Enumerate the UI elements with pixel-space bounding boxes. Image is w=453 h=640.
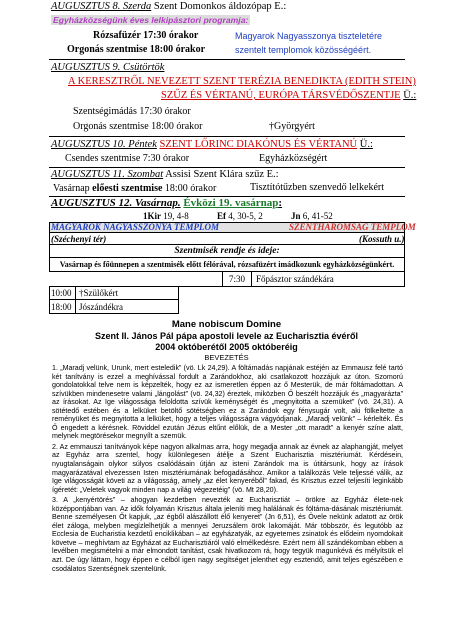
aug8-row2-left: Orgonás szentmise 18:00 órakor <box>67 44 206 55</box>
aug11-row-left <box>53 183 216 194</box>
article-dates: 2004 októberétől 2005 októberéig <box>155 342 298 352</box>
aug10-suffix: Ü.: <box>359 139 373 150</box>
reading-3-ref: 6, 41-52 <box>300 211 333 221</box>
sched-row3-time: 18:00 <box>51 302 72 312</box>
aug8-date: AUGUSZTUS 8. Szerda <box>51 1 152 12</box>
rosary-note: Vasárnap és főünnepen a szentmisék előtt félórával, rózsafüzért imádkozunk egyházközségünkért. <box>59 260 395 269</box>
addr-left: (Széchenyi tér) <box>51 234 107 244</box>
aug12-sunday: Évközi 19. vasárnap <box>183 197 279 209</box>
schedule-table <box>49 222 416 313</box>
aug8-row2-right: szentelt templomok közösségéért. <box>235 45 372 55</box>
aug11-row-right: Tisztítótűzben szenvedő lelkekért <box>250 182 385 193</box>
aug11-header <box>51 169 279 180</box>
aug8-row1-left: Rózsafüzér 17:30 órakor <box>93 30 199 41</box>
program-title: Egyházközségünk éves lelkipásztori programja: <box>53 15 249 25</box>
divider <box>49 167 405 168</box>
aug9-header: AUGUSZTUS 9. Csütörtök <box>51 62 165 73</box>
reading-2-book: Ef <box>217 211 226 221</box>
reading-3-book: Jn <box>291 211 301 221</box>
mass-schedule-title: Szentmisék rendje és ideje: <box>174 246 280 256</box>
reading-1-book: 1Kir <box>143 211 161 221</box>
sched-row1-time2: 7:30 <box>229 274 246 284</box>
aug9-title2a: SZŰZ ÉS VÉRTANÚ, EURÓPA TÁRSVÉDŐSZENTJE <box>161 90 401 101</box>
aug11-saint: Assisi Szent Klára szűz E.: <box>165 169 279 180</box>
article-title: Mane nobiscum Domine <box>171 319 282 330</box>
aug10-date: AUGUSZTUS 10. Péntek <box>51 139 157 150</box>
article-section-heading: BEVEZETÉS <box>204 353 249 362</box>
aug9-row2-right: †Györgyért <box>269 121 315 132</box>
aug12-header <box>51 197 282 209</box>
aug11-row-left-a: Vasárnap <box>53 183 93 194</box>
aug8-saint: Szent Domonkos áldozópap E.: <box>153 1 287 12</box>
paragraph-3: 3. A „kenyértörés” – ahogyan kezdetben nevezték az Eucharisztiát – örökre az Egyház élete-nek középpontjában van. Az idők folyamán Krisztus általa jeleníti meg halálának és föltáma-dásának misztériumát. Benne személyesen Őt kapjuk, „az égből alászállott élő kenyeret” (Jn 6,51), és Övele nekünk adatott az örök élet záloga, melyben megízlelhetjük a mennyei Jeruzsálem örök lakomáját. Már többször, és legutóbb az Ecclesia de Eucharistia kezdetű enciklikában – az egyházatyák, az egyetemes zsinatok és elődeim nyomdokait követve – meghívtam az Egyházat az Eucharisztiáról való elmélkedésre. Ezért nem áll szándékomban ebben a levélben megismételni a már elmondott tanítást, csak hivatkozom rá, hogy tegyük magunkévá és mélyítsük el azt. De úgy láttam, hogy éppen e célból igen nagy segítséget jelenthet egy esztendő, amit teljes egészében e csodálatos Szentségnek szentelünk. <box>52 496 403 573</box>
paragraph-1: 1. „Maradj velünk, Urunk, mert esteledik” (vö. Lk 24,29). A föltámadás napjának estéjén az Emmausz felé tartó két tanítvány is ezzel a meghívással fordult a Zarándokhoz, aki csatlakozott hozzájuk az úton. Szomorú gondolatokkal telve nem is képzelték, hogy ez az ismeretlen éppen az ő Mesterük, de már föltámadottan. A szívükben mindenesetre valami „lángolást” (vö. 24,32) éreztek, miközben Ő beszélt hozzájuk és „magyarázta” az írásokat. Az Ige világossága feloldotta szívük keménységét és „megnyitotta a szemüket” (vö. 24,31). A sötétedő estében és a lelküket betöltő sötétségben ez a Zarándok egy fénysugár volt, aki fölkeltette a reményüket és megnyitotta a lelküket, hogy a teljes világosságra vágyódjanak. „Maradj velünk” – kérlelték. És Ő engedett a kérésnek. Röviddel ezután Jézus eltűnt előlük, de a Mester „ott maradt” a kenyér színe alatt, melynek megtörésekor megnyílt a szemük. <box>52 364 403 441</box>
aug10-row-right: Egyházközségért <box>259 153 328 164</box>
article-body <box>52 364 403 575</box>
divider <box>49 136 405 137</box>
aug9-row1: Szentségimádás 17:30 órakor <box>73 106 191 117</box>
aug9-title1: A KERESZTRŐL NEVEZETT SZENT TERÉZIA BENEDIKTA (EDITH STEIN) <box>68 76 416 87</box>
aug9-row2-left: Orgonás szentmise 18:00 órakor <box>73 121 203 132</box>
sched-row3-text: Jószándékra <box>79 302 123 312</box>
sched-row2-text: †Szülőkért <box>79 288 118 298</box>
aug11-date: AUGUSZTUS 11. Szombat <box>51 169 164 180</box>
paragraph-2: 2. Az emmauszi tanítványok képe nagyon alkalmas arra, hogy megadja annak az évnek az alaphangját, melyet az Egyház arra szentel, hogy különlegesen átélje a Szent Eucharisztia misztériumát. Kérdésein, nyugtalanságain olykor súlyos csalódásain útján az isteni Zarándok ma is útitársunk, hogy az írások magyarázatával elvezessen Isten misztériumának befogadásához. Amikor a találkozás Vele teljessé válik, az Ige világosságát követi az a világosság, amely „az élet kenyeréből” fakad, és Krisztus ezzel teljesíti leginkább ígéretét: „Veletek vagyok minden nap a világ végezetéig” (vö. Mt 28,20). <box>52 442 403 494</box>
aug9-title2b: Ü.: <box>403 90 417 101</box>
reading-2-ref: 4, 30-5, 2 <box>226 211 263 221</box>
aug11-row-left-c: 18:00 órakor <box>162 183 217 194</box>
aug8-row1-right: Magyarok Nagyasszonya tiszteletére <box>235 31 383 41</box>
reading-1-ref: 19, 4-8 <box>161 211 189 221</box>
church-left: MAGYAROK NAGYASSZONYA TEMPLOM <box>51 222 220 232</box>
addr-right: (Kossuth u.) <box>359 234 405 244</box>
divider <box>49 59 405 60</box>
article-subtitle: Szent II. János Pál pápa apostoli levele az Eucharisztia évéről <box>94 331 359 341</box>
aug9-title2 <box>161 90 416 101</box>
aug12-colon: : <box>278 197 283 209</box>
aug10-row-left: Csendes szentmise 7:30 órakor <box>65 153 190 164</box>
reading-3 <box>291 211 333 221</box>
aug10-header <box>51 139 373 150</box>
reading-1 <box>143 211 189 221</box>
sched-row2-time: 10:00 <box>51 288 72 298</box>
aug11-row-left-b: előesti szentmise <box>92 183 163 194</box>
church-right: SZENTHÁROMSÁG TEMPLOM <box>289 222 416 232</box>
sched-row1-text2: Főpásztor szándékára <box>256 274 334 284</box>
aug12-date: AUGUSZTUS 12. Vasárnap. <box>51 197 181 209</box>
aug10-saint: SZENT LŐRINC DIAKÓNUS ÉS VÉRTANÚ <box>159 139 358 150</box>
aug8-header <box>51 1 286 12</box>
reading-2 <box>217 211 263 221</box>
